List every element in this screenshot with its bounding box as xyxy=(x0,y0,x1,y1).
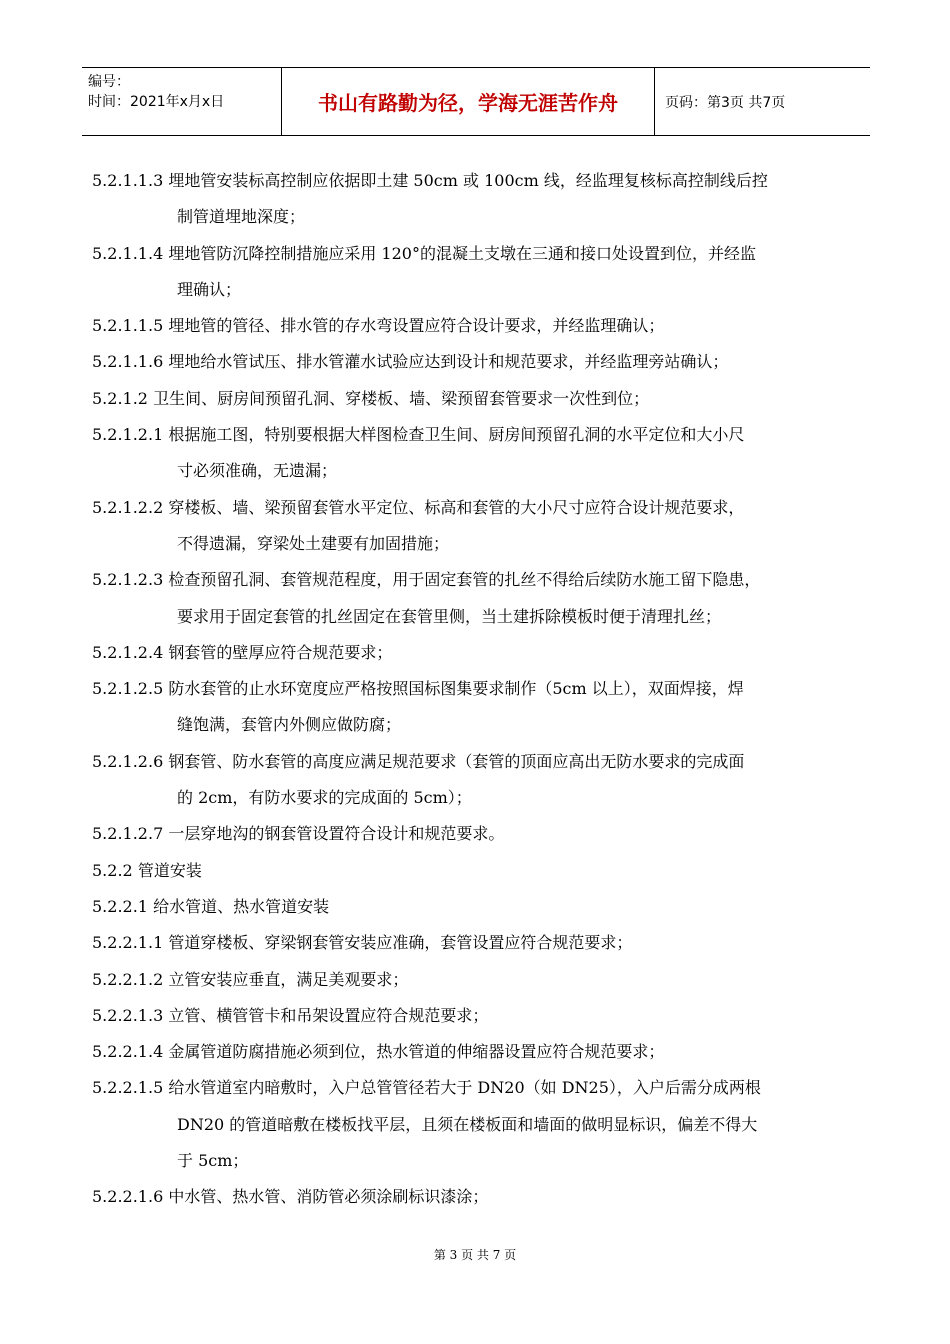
clause-continuation: 寸必须准确，无遗漏； xyxy=(177,461,338,481)
clause-paragraph xyxy=(92,816,872,852)
clause-continuation: 理确认； xyxy=(177,279,242,299)
page-info: 页码：第3页 共7页 xyxy=(665,94,786,111)
clause-paragraph xyxy=(92,671,872,744)
clause-continuation: 制管道埋地深度； xyxy=(177,207,306,227)
clause-first-line xyxy=(92,498,744,517)
clause-paragraph xyxy=(92,853,872,889)
clause-first-line xyxy=(92,1078,761,1097)
header-left-cell xyxy=(82,68,282,135)
clause-number: 5.2.1.2.5 xyxy=(92,679,164,699)
page-footer: 第 3 页 共 7 页 xyxy=(433,1248,517,1262)
clause-first-line xyxy=(92,824,504,843)
date-line: 时间：2021年x月x日 xyxy=(88,94,225,110)
clause-text: 埋地给水管试压、排水管灌水试验应达到设计和规范要求，并经监理旁站确认； xyxy=(168,352,729,372)
motto: 书山有路勤为径，学海无涯苦作舟 xyxy=(282,68,655,135)
clause-paragraph xyxy=(92,163,872,236)
clause-paragraph xyxy=(92,490,872,563)
clause-first-line xyxy=(92,389,649,408)
clause-text: 卫生间、厨房间预留孔洞、穿楼板、墙、梁预留套管要求一次性到位； xyxy=(153,388,650,408)
clause-text: 一层穿地沟的钢套管设置符合设计和规范要求。 xyxy=(168,824,505,844)
clause-number: 5.2.1.2.7 xyxy=(92,824,164,844)
clause-paragraph xyxy=(92,635,872,671)
clause-paragraph xyxy=(92,744,872,817)
clause-number: 5.2.2.1.5 xyxy=(92,1078,164,1098)
clause-text: 根据施工图，特别要根据大样图检查卫生间、厨房间预留孔洞的水平定位和大小尺 xyxy=(168,425,745,445)
clause-paragraph xyxy=(92,1070,872,1179)
code-label: 编号： xyxy=(88,74,130,90)
clause-text: 中水管、热水管、消防管必须涂刷标识漆涂； xyxy=(168,1187,489,1207)
clause-number: 5.2.2.1.6 xyxy=(92,1187,164,1207)
clause-continuation: 于 5cm； xyxy=(177,1151,249,1171)
clause-paragraph xyxy=(92,308,872,344)
clause-first-line xyxy=(92,570,760,589)
clause-paragraph xyxy=(92,236,872,309)
clause-first-line xyxy=(92,171,768,190)
clause-number: 5.2.2.1 xyxy=(92,896,148,916)
clause-first-line xyxy=(92,425,744,444)
clause-continuation: 要求用于固定套管的扎丝固定在套管里侧，当土建拆除模板时便于清理扎丝； xyxy=(177,606,722,626)
clause-first-line xyxy=(92,1042,664,1061)
clause-paragraph xyxy=(92,998,872,1034)
clause-continuation: DN20 的管道暗敷在楼板找平层，且须在楼板面和墙面的做明显标识，偏差不得大 xyxy=(177,1114,758,1134)
clause-first-line xyxy=(92,1006,488,1025)
clause-number: 5.2.2 xyxy=(92,860,133,880)
clause-text: 钢套管、防水套管的高度应满足规范要求（套管的顶面应高出无防水要求的完成面 xyxy=(168,751,745,771)
clause-text: 埋地管安装标高控制应依据即土建 50cm 或 100cm 线，经监理复核标高控制线后控 xyxy=(168,171,768,190)
clause-number: 5.2.2.1.3 xyxy=(92,1005,164,1025)
clause-number: 5.2.1.2.6 xyxy=(92,751,164,771)
clause-paragraph xyxy=(92,962,872,998)
clause-number: 5.2.1.2.4 xyxy=(92,642,164,662)
document-body xyxy=(92,163,872,1216)
clause-text: 给水管道室内暗敷时，入户总管管径若大于 DN20（如 DN25），入户后需分成两根 xyxy=(168,1078,761,1098)
clause-number: 5.2.1.2.3 xyxy=(92,570,164,590)
clause-text: 立管、横管管卡和吊架设置应符合规范要求； xyxy=(168,1005,489,1025)
clause-first-line xyxy=(92,316,664,335)
clause-number: 5.2.2.1.4 xyxy=(92,1042,164,1062)
clause-first-line xyxy=(92,244,756,263)
clause-paragraph xyxy=(92,1034,872,1070)
clause-number: 5.2.1.1.3 xyxy=(92,171,164,190)
clause-text: 管道安装 xyxy=(137,860,202,880)
clause-paragraph xyxy=(92,562,872,635)
clause-first-line xyxy=(92,861,202,880)
clause-first-line xyxy=(92,1187,488,1206)
clause-paragraph xyxy=(92,417,872,490)
clause-paragraph xyxy=(92,381,872,417)
clause-continuation: 的 2cm，有防水要求的完成面的 5cm）； xyxy=(177,788,472,808)
clause-number: 5.2.1.2.2 xyxy=(92,497,164,517)
clause-first-line xyxy=(92,970,408,989)
clause-number: 5.2.1.1.6 xyxy=(92,352,164,372)
clause-number: 5.2.2.1.2 xyxy=(92,969,164,989)
clause-paragraph xyxy=(92,344,872,380)
clause-paragraph xyxy=(92,1179,872,1215)
clause-first-line xyxy=(92,897,329,916)
clause-continuation: 不得遗漏，穿梁处土建要有加固措施； xyxy=(177,533,450,553)
clause-text: 埋地管的管径、排水管的存水弯设置应符合设计要求，并经监理确认； xyxy=(168,316,665,336)
document-header xyxy=(82,67,870,136)
clause-continuation: 缝饱满，套管内外侧应做防腐； xyxy=(177,715,402,735)
clause-text: 金属管道防腐措施必须到位，热水管道的伸缩器设置应符合规范要求； xyxy=(168,1042,665,1062)
clause-number: 5.2.1.1.5 xyxy=(92,316,164,336)
clause-text: 穿楼板、墙、梁预留套管水平定位、标高和套管的大小尺寸应符合设计规范要求， xyxy=(168,497,745,517)
clause-number: 5.2.1.2.1 xyxy=(92,425,164,445)
clause-number: 5.2.2.1.1 xyxy=(92,933,164,953)
clause-text: 埋地管防沉降控制措施应采用 120°的混凝土支墩在三通和接口处设置到位，并经监 xyxy=(168,243,756,263)
clause-first-line xyxy=(92,752,744,771)
clause-paragraph xyxy=(92,889,872,925)
clause-text: 立管安装应垂直，满足美观要求； xyxy=(168,969,409,989)
clause-first-line xyxy=(92,352,728,371)
clause-text: 检查预留孔洞、套管规范程度，用于固定套管的扎丝不得给后续防水施工留下隐患， xyxy=(168,570,761,590)
clause-number: 5.2.1.1.4 xyxy=(92,243,164,263)
clause-text: 钢套管的壁厚应符合规范要求； xyxy=(168,642,393,662)
clause-first-line xyxy=(92,679,744,698)
clause-text: 管道穿楼板、穿梁钢套管安装应准确，套管设置应符合规范要求； xyxy=(168,933,633,953)
clause-text: 给水管道、热水管道安装 xyxy=(153,896,330,916)
clause-first-line xyxy=(92,933,632,952)
clause-paragraph xyxy=(92,925,872,961)
clause-number: 5.2.1.2 xyxy=(92,388,148,408)
clause-text: 防水套管的止水环宽度应严格按照国标图集要求制作（5cm 以上），双面焊接，焊 xyxy=(168,679,744,699)
clause-first-line xyxy=(92,643,392,662)
